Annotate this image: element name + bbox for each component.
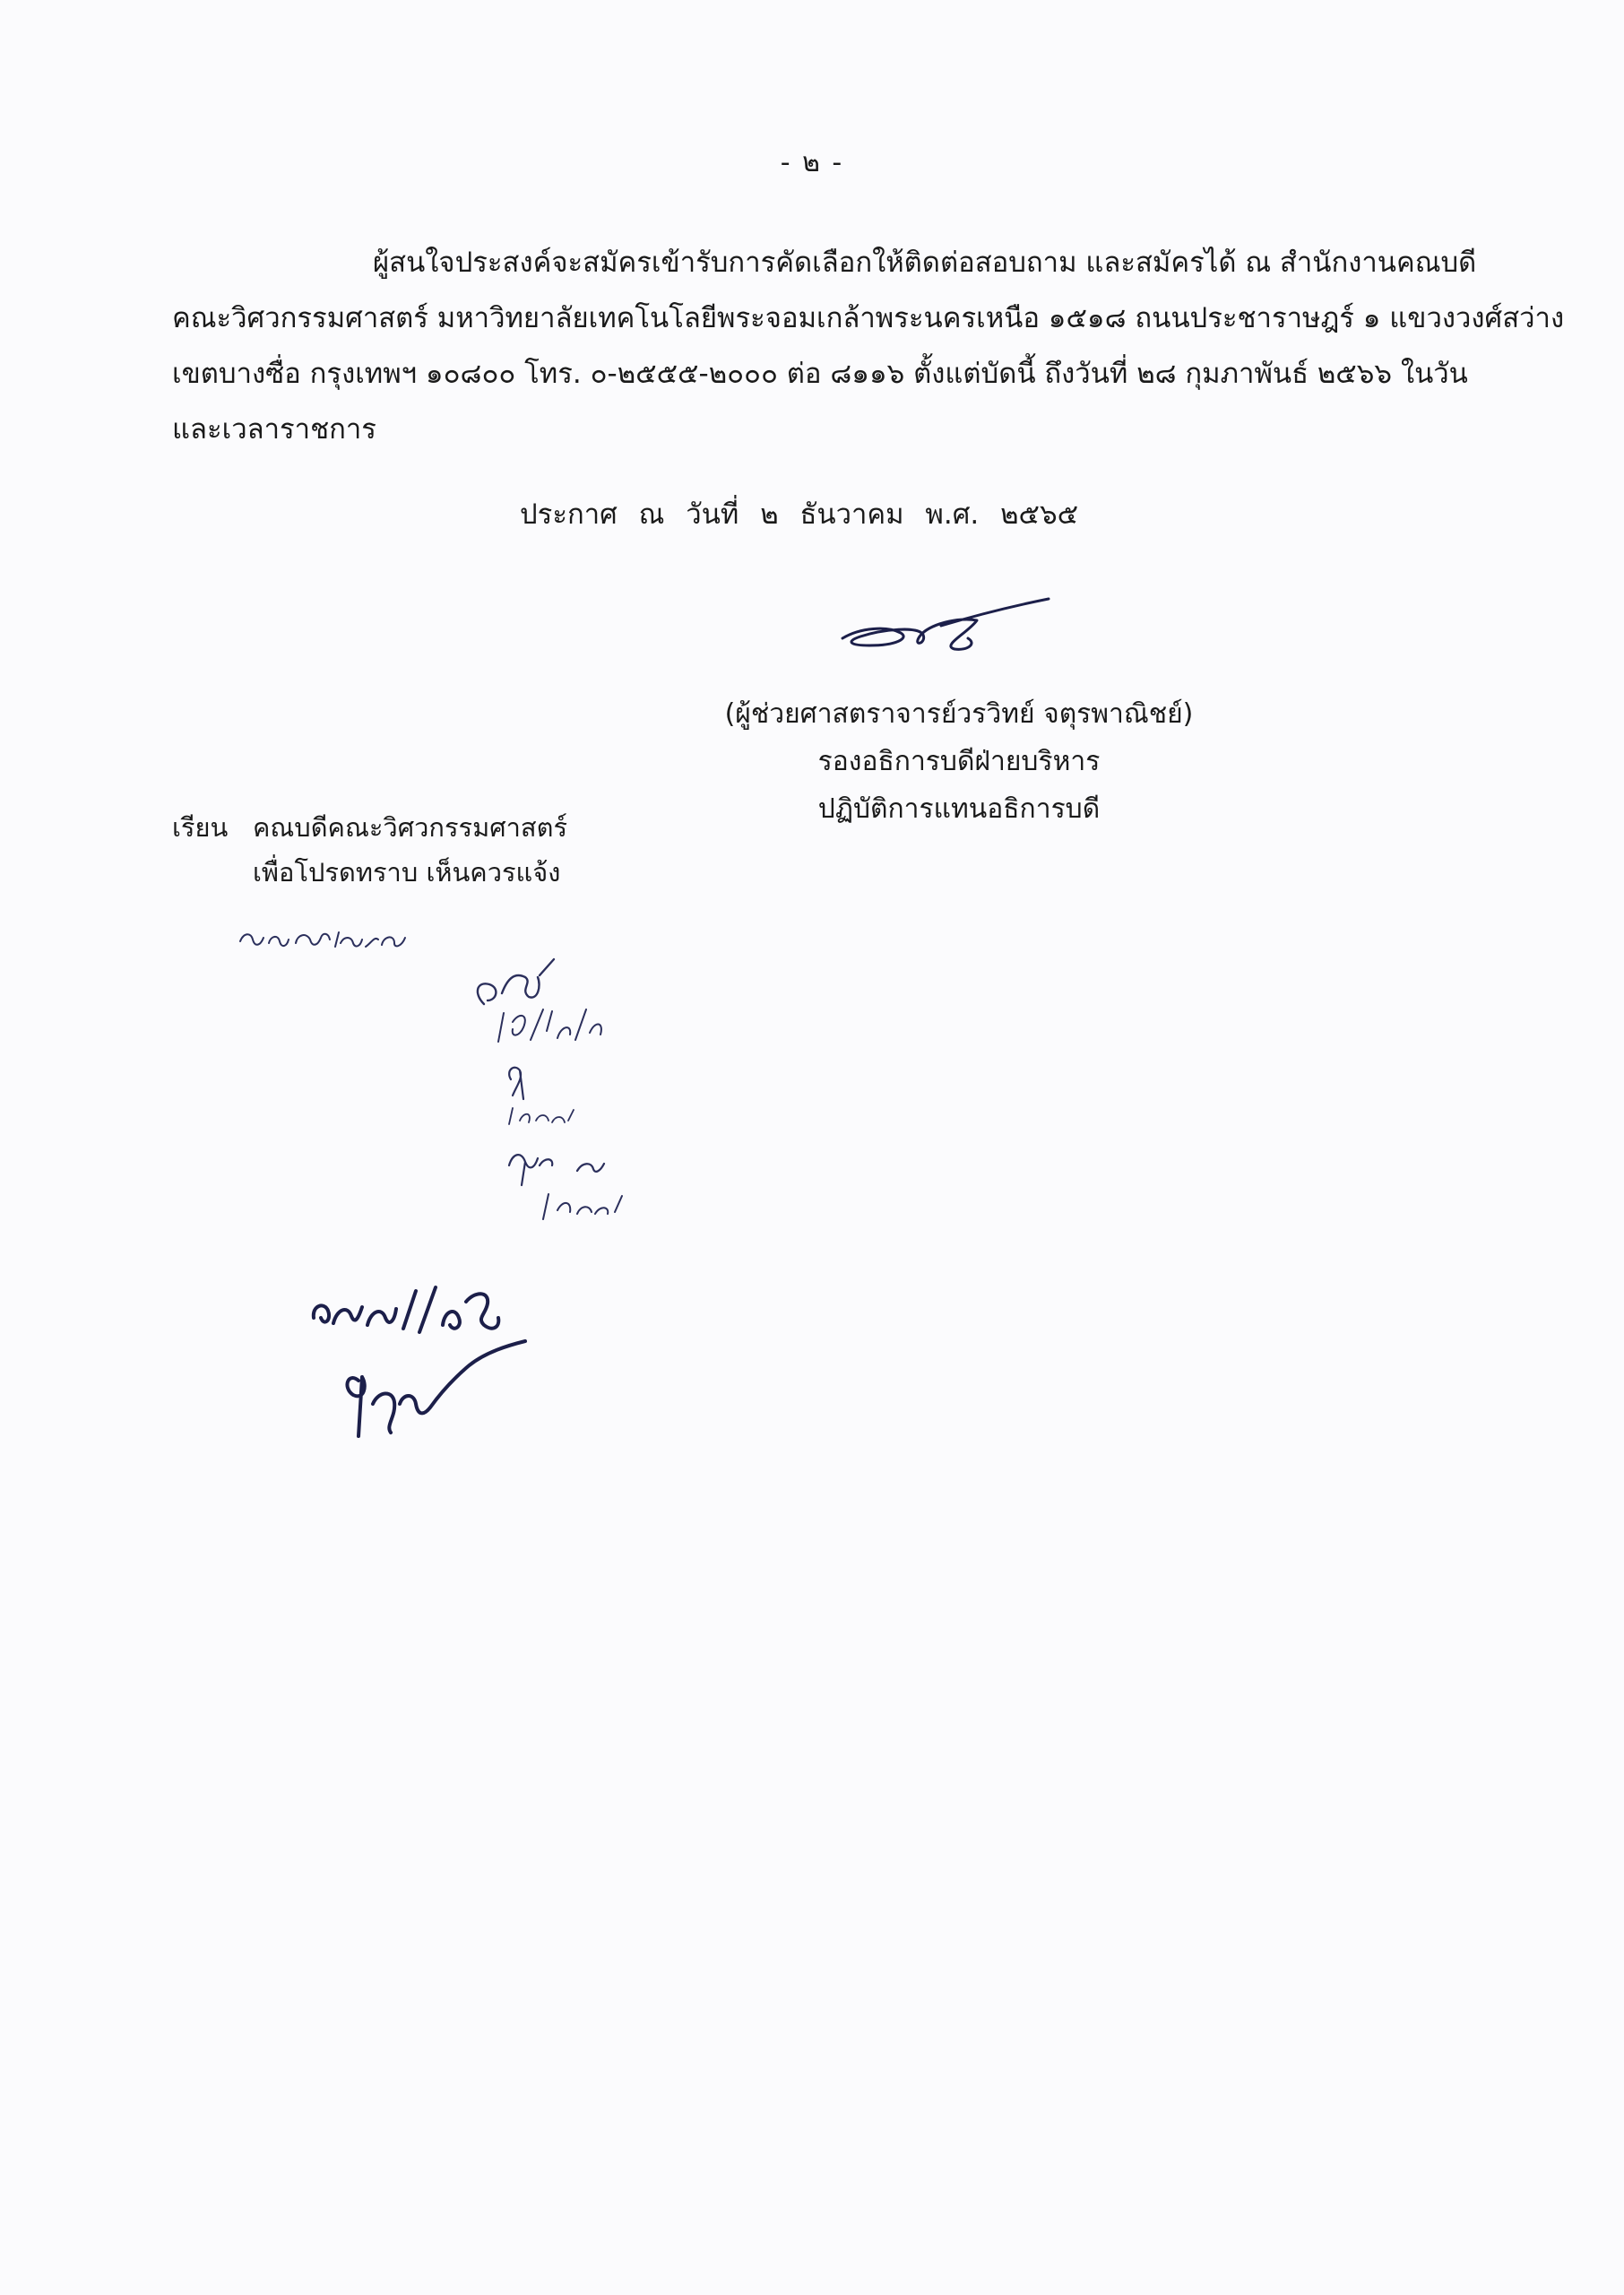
- recipient-name: คณบดีคณะวิศวกรรมศาสตร์: [253, 812, 568, 843]
- page-number: - ๒ -: [780, 147, 844, 178]
- signature-image: [834, 593, 1058, 663]
- signer-acting: ปฏิบัติการแทนอธิการบดี: [817, 793, 1101, 825]
- signer-position: รองอธิการบดีฝ่ายบริหาร: [817, 746, 1101, 777]
- handwritten-annotations-image: [224, 896, 690, 1488]
- body-line: และเวลาราชการ: [172, 413, 376, 446]
- body-line: ผู้สนใจประสงค์จะสมัครเข้ารับการคัดเลือกให้ติดต่อสอบถาม และสมัครได้ ณ สำนักงานคณบดี: [373, 247, 1477, 279]
- signer-block: [699, 690, 1219, 833]
- body-line: เขตบางซื่อ กรุงเทพฯ ๑๐๘๐๐ โทร. ๐-๒๕๕๕-๒๐๐๐ ต่อ ๘๑๑๖ ตั้งแต่บัดนี้ ถึงวันที่ ๒๘ กุมภาพันธ์ ๒๕๖๖ ในวัน: [172, 358, 1468, 390]
- body-paragraph: [172, 235, 1565, 457]
- recipient-label: เรียน: [172, 812, 229, 843]
- body-line: คณะวิศวกรรมศาสตร์ มหาวิทยาลัยเทคโนโลยีพระจอมเกล้าพระนครเหนือ ๑๕๑๘ ถนนประชาราษฎร์ ๑ แขวงวงศ์สว่าง: [172, 302, 1565, 334]
- recipient-block: [172, 805, 567, 895]
- announcement-date: ประกาศ ณ วันที่ ๒ ธันวาคม พ.ศ. ๒๕๖๕: [520, 498, 1079, 531]
- recipient-purpose: เพื่อโปรดทราบ เห็นควรแจ้ง: [253, 857, 561, 888]
- signer-name: (ผู้ช่วยศาสตราจารย์วรวิทย์ จตุรพาณิชย์): [724, 698, 1194, 730]
